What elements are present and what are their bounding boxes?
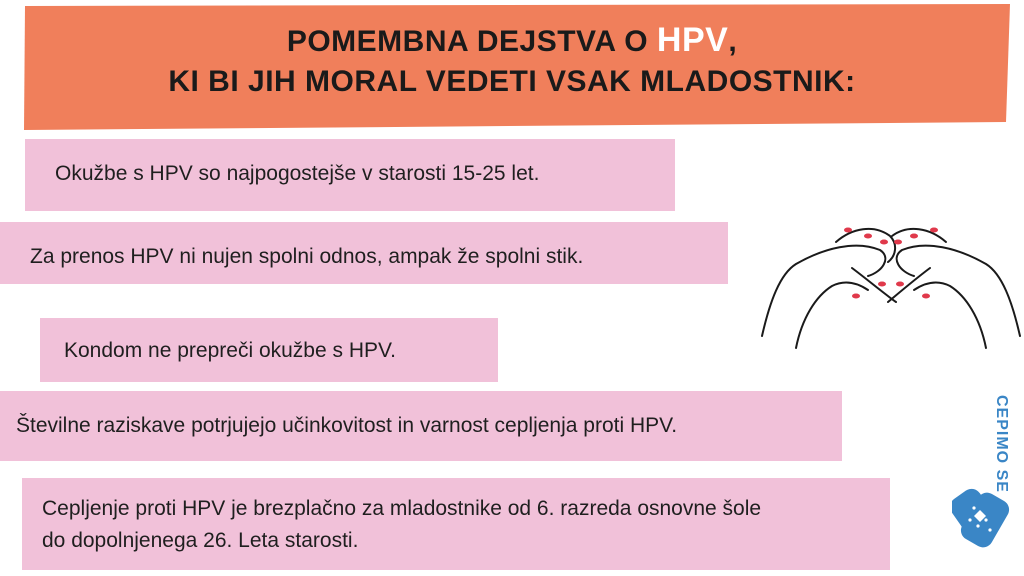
fact-4 — [0, 391, 842, 461]
fact-2 — [0, 222, 728, 284]
title-banner — [0, 0, 1024, 140]
title-highlight-hpv: HPV — [656, 21, 729, 59]
logo-text: CEPIMO SE — [993, 395, 1010, 493]
fact-5 — [22, 478, 890, 570]
title-line-1-prefix: POMEMBNA DEJSTVA O — [286, 25, 657, 58]
title-line-2: KI BI JIH MORAL VEDETI VSAK MLADOSTNIK: — [168, 65, 856, 98]
fact-5-text-line-1: Cepljenje proti HPV je brezplačno za mladostnike od 6. razreda osnovne šole — [42, 497, 762, 520]
fact-3-text: Kondom ne prepreči okužbe s HPV. — [64, 339, 396, 362]
heart-hands-icon — [756, 206, 1024, 356]
fact-1 — [25, 139, 675, 211]
fact-2-text: Za prenos HPV ni nujen spolni odnos, ampak že spolni stik. — [30, 245, 584, 268]
fact-3 — [40, 318, 498, 382]
fact-4-text: Številne raziskave potrjujejo učinkovitost in varnost cepljenja proti HPV. — [16, 414, 678, 437]
page-title — [0, 20, 1024, 102]
fact-5-background — [22, 478, 890, 570]
title-line-1-suffix: , — [728, 25, 738, 58]
title-line-1 — [0, 20, 1024, 62]
fact-5-text-line-2: do dopolnjenega 26. Leta starosti. — [42, 529, 359, 552]
fact-1-text: Okužbe s HPV so najpogostejše v starosti 15-25 let. — [55, 162, 540, 185]
